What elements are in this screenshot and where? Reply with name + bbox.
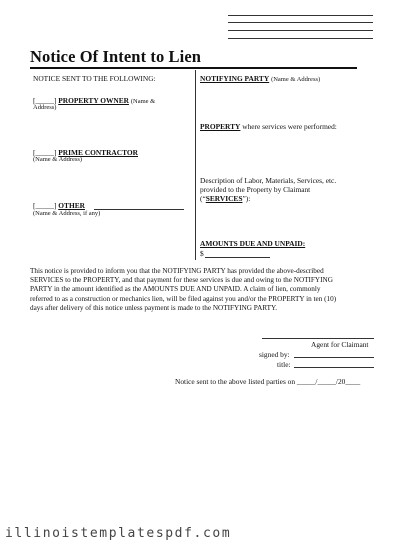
paragraph-line: referred to as a construction or mechanics lien, will be filed against you and/or the PROPERTY in ten (10): [30, 294, 337, 303]
paragraph-line: PARTY in the amount identified as the AMOUNTS DUE AND UNPAID. A claim of lien, commonly: [30, 285, 321, 294]
title-rule: [30, 67, 357, 69]
property-owner-hint-cont: Address): [33, 104, 57, 111]
prime-contractor-hint: (Name & Address): [33, 156, 83, 163]
services-label: SERVICES: [205, 194, 243, 203]
agent-for-claimant-label: Agent for Claimant: [311, 340, 369, 349]
header-line-4: [228, 38, 373, 39]
header-line-2: [228, 22, 373, 23]
services-desc-line-2: provided to the Property by Claimant: [200, 185, 311, 194]
property-description: where services were performed:: [242, 122, 337, 131]
agent-signature-line[interactable]: [262, 338, 374, 339]
notifying-party-entry: [200, 74, 320, 84]
notifying-party-hint: (Name & Address): [271, 76, 321, 83]
prime-contractor-checkbox[interactable]: [_____]: [33, 148, 57, 157]
other-fill-line: [94, 209, 184, 210]
title-line[interactable]: [294, 367, 374, 368]
prime-contractor-label: PRIME CONTRACTOR: [58, 148, 138, 157]
services-desc-line-1: Description of Labor, Materials, Services, etc.: [200, 176, 337, 185]
paragraph-line: SERVICES to the PROPERTY, and that payment for these services is due and owing to the NOTIFYING: [30, 276, 333, 285]
notice-paragraph: [30, 267, 370, 313]
column-divider: [195, 70, 196, 260]
other-checkbox[interactable]: [_____]: [33, 201, 57, 210]
services-quote-close: ”):: [242, 194, 251, 203]
signed-by-label: signed by:: [259, 350, 290, 359]
other-label: OTHER: [58, 201, 85, 210]
paragraph-line: days after delivery of this notice unless payment is made to the NOTIFYING PARTY.: [30, 303, 278, 312]
amounts-due-label: AMOUNTS DUE AND UNPAID:: [200, 239, 306, 248]
signed-by-line[interactable]: [294, 357, 374, 358]
property-owner-hint: (Name &: [130, 98, 156, 105]
header-line-3: [228, 30, 373, 31]
title-label: title:: [277, 360, 291, 369]
services-quote-open: (“: [200, 194, 206, 203]
header-line-1: [228, 15, 373, 16]
amount-fill-line[interactable]: [205, 257, 270, 258]
paragraph-line: This notice is provided to inform you that the NOTIFYING PARTY has provided the above-described: [30, 267, 324, 275]
property-entry: [200, 122, 337, 131]
watermark-text: illinoistemplatespdf.com: [5, 526, 232, 541]
other-entry: [33, 201, 85, 210]
property-label: PROPERTY: [200, 122, 241, 131]
property-owner-label: PROPERTY OWNER: [58, 96, 129, 105]
services-desc-line-3: [200, 194, 250, 203]
other-hint: (Name & Address, if any): [33, 210, 101, 217]
document-title: Notice Of Intent to Lien: [30, 47, 202, 66]
dollar-sign: $: [200, 249, 204, 258]
notifying-party-label: NOTIFYING PARTY: [200, 74, 270, 83]
property-owner-checkbox[interactable]: [_____]: [33, 96, 57, 105]
notice-sent-date: Notice sent to the above listed parties on _____/_____/20____: [175, 377, 361, 386]
notice-sent-heading: NOTICE SENT TO THE FOLLOWING:: [33, 74, 156, 83]
